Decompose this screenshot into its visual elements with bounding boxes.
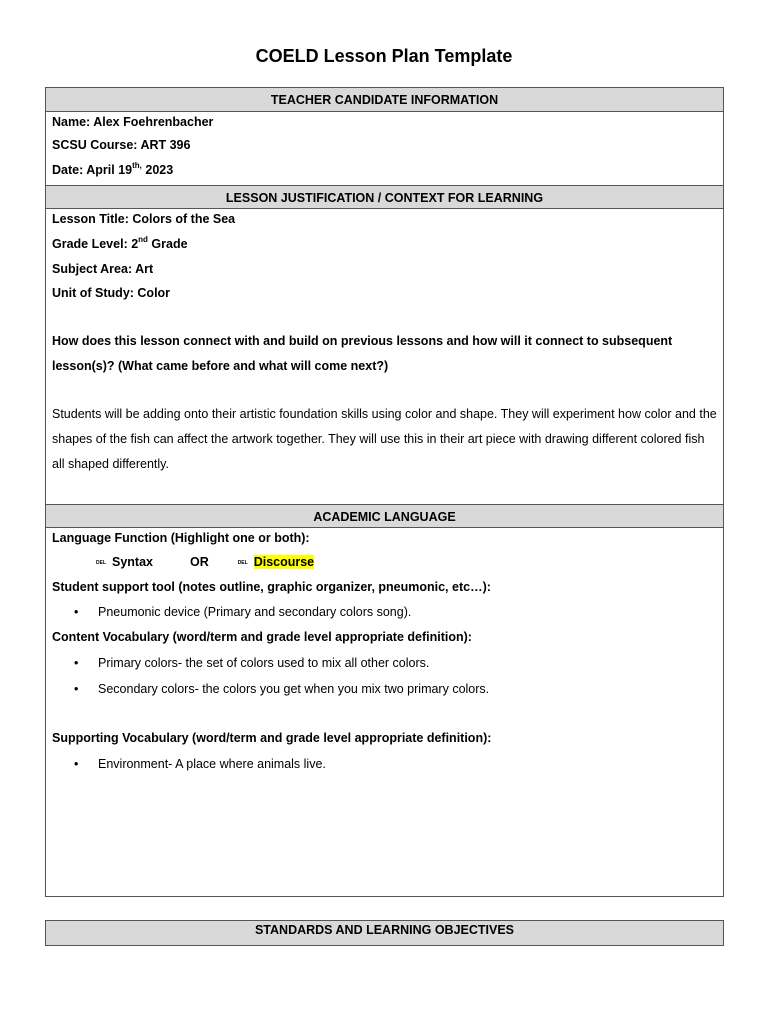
supporting-vocab-label: Supporting Vocabulary (word/term and grade level appropriate definition): — [52, 731, 492, 745]
grade-superscript: nd — [138, 235, 148, 244]
support-tool-label: Student support tool (notes outline, graphic organizer, pneumonic, etc…): — [52, 580, 491, 594]
bullet-icon: • — [74, 605, 79, 619]
course: SCSU Course: ART 396 — [52, 138, 191, 152]
bullet-icon: • — [74, 757, 79, 771]
teacher-name: Name: Alex Foehrenbacher — [52, 115, 214, 129]
or-label: OR — [189, 555, 209, 569]
document-title: COELD Lesson Plan Template — [255, 46, 513, 66]
teacher-info-header: TEACHER CANDIDATE INFORMATION — [46, 88, 723, 112]
grade-prefix: Grade Level: 2 — [52, 237, 139, 251]
bullet-icon: • — [74, 656, 79, 670]
grade-level — [52, 236, 188, 252]
syntax-option[interactable]: Syntax — [112, 555, 153, 569]
standards-table — [45, 920, 724, 946]
content-vocab-item — [74, 681, 489, 697]
date-suffix: 2023 — [141, 163, 174, 177]
language-function-label: Language Function (Highlight one or both): — [52, 531, 310, 545]
content-vocab-text: Secondary colors- the colors you get when you mix two primary colors. — [98, 682, 490, 696]
lesson-plan-table — [45, 87, 724, 897]
connection-answer: Students will be adding onto their artistic foundation skills using color and shape. They will experiment how color and the shapes of the fish can affect the artwork together. They will use this in their art piece with drawing different colored fish all shaped differently. — [52, 407, 717, 471]
date — [52, 162, 173, 178]
support-item-text: Pneumonic device (Primary and secondary colors song). — [98, 605, 412, 619]
lesson-title: Lesson Title: Colors of the Sea — [52, 212, 236, 226]
support-item — [74, 604, 411, 620]
content-vocab-text: Primary colors- the set of colors used to mix all other colors. — [98, 656, 430, 670]
discourse-option-highlighted[interactable]: Discourse — [253, 555, 315, 569]
grade-suffix: Grade — [147, 237, 188, 251]
content-vocab-label: Content Vocabulary (word/term and grade level appropriate definition): — [52, 630, 472, 644]
language-function-options — [96, 554, 314, 571]
bullet-icon: • — [74, 682, 79, 696]
date-prefix: Date: April 19 — [52, 163, 133, 177]
content-vocab-item — [74, 655, 429, 671]
date-superscript: th, — [132, 161, 142, 170]
academic-language-header: ACADEMIC LANGUAGE — [46, 504, 723, 528]
connection-question: How does this lesson connect with and build on previous lessons and how will it connect to subsequent lesson(s)? (What came before and what will come next?) — [52, 334, 673, 373]
unit-of-study: Unit of Study: Color — [52, 286, 171, 300]
standards-header: STANDARDS AND LEARNING OBJECTIVES — [46, 921, 723, 943]
supporting-vocab-text: Environment- A place where animals live. — [98, 757, 326, 771]
justification-header: LESSON JUSTIFICATION / CONTEXT FOR LEARNING — [46, 185, 723, 209]
syntax-del-tag: DEL — [96, 560, 106, 566]
discourse-del-tag: DEL — [237, 560, 248, 566]
subject-area: Subject Area: Art — [52, 262, 154, 276]
supporting-vocab-item — [74, 756, 326, 772]
